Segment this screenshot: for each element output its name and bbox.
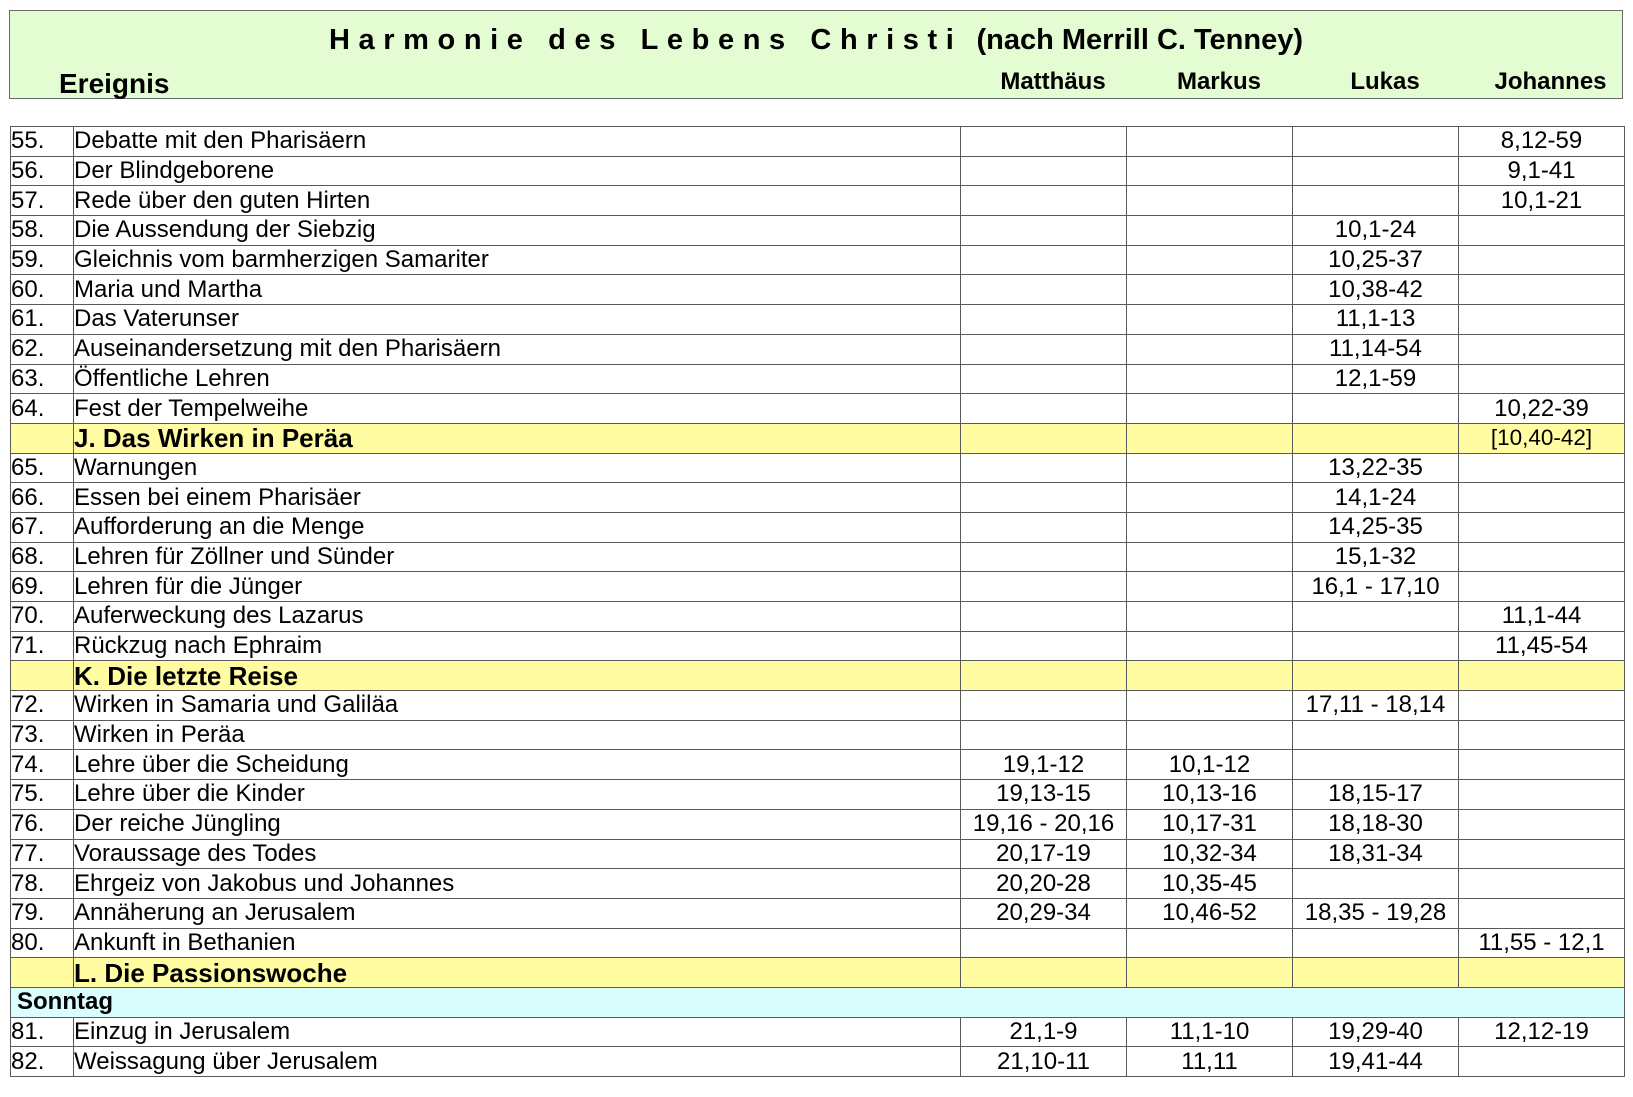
event-number: 69. [11, 572, 74, 602]
table-row [11, 512, 1625, 542]
event-name: Maria und Martha [74, 275, 961, 305]
section-title: K. Die letzte Reise [74, 661, 961, 691]
section-empty-cell [961, 661, 1127, 691]
section-spacer [11, 958, 74, 988]
johannes-ref: 11,45-54 [1459, 631, 1625, 661]
matthaeus-ref [961, 542, 1127, 572]
section-spacer [11, 661, 74, 691]
column-header-johannes: Johannes [1494, 68, 1607, 95]
section-title: L. Die Passionswoche [74, 958, 961, 988]
markus-ref [1127, 483, 1293, 513]
johannes-ref: 8,12-59 [1459, 127, 1625, 157]
table-row [11, 542, 1625, 572]
column-header-lukas: Lukas [1350, 68, 1420, 95]
johannes-ref [1459, 691, 1625, 721]
event-number: 56. [11, 156, 74, 186]
johannes-ref [1459, 305, 1625, 335]
lukas-ref: 11,1-13 [1293, 305, 1459, 335]
markus-ref [1127, 305, 1293, 335]
matthaeus-ref [961, 483, 1127, 513]
table-row [11, 839, 1625, 869]
markus-ref: 10,13-16 [1127, 780, 1293, 810]
lukas-ref: 18,31-34 [1293, 839, 1459, 869]
johannes-ref [1459, 869, 1625, 899]
event-number: 65. [11, 453, 74, 483]
event-number: 64. [11, 394, 74, 424]
lukas-ref: 19,29-40 [1293, 1017, 1459, 1047]
event-name: Voraussage des Todes [74, 839, 961, 869]
section-row [11, 958, 1625, 988]
markus-ref [1127, 928, 1293, 958]
matthaeus-ref: 19,1-12 [961, 750, 1127, 780]
johannes-ref [1459, 958, 1625, 988]
markus-ref: 10,46-52 [1127, 898, 1293, 928]
lukas-ref: 18,35 - 19,28 [1293, 898, 1459, 928]
title-main: Harmonie des Lebens Christi [328, 24, 963, 56]
matthaeus-ref [961, 156, 1127, 186]
matthaeus-ref [961, 631, 1127, 661]
lukas-ref [1293, 631, 1459, 661]
matthaeus-ref [961, 602, 1127, 632]
johannes-ref [1459, 483, 1625, 513]
section-empty-cell [1127, 958, 1293, 988]
markus-ref [1127, 186, 1293, 216]
event-name: Der Blindgeborene [74, 156, 961, 186]
event-name: Wirken in Samaria und Galiläa [74, 691, 961, 721]
section-empty-cell [1293, 958, 1459, 988]
table-row [11, 691, 1625, 721]
johannes-ref [1459, 720, 1625, 750]
lukas-ref: 16,1 - 17,10 [1293, 572, 1459, 602]
event-name: Aufforderung an die Menge [74, 512, 961, 542]
harmony-table [10, 126, 1625, 1077]
lukas-ref: 10,25-37 [1293, 245, 1459, 275]
event-number: 74. [11, 750, 74, 780]
event-name: Lehren für die Jünger [74, 572, 961, 602]
markus-ref [1127, 572, 1293, 602]
event-name: Essen bei einem Pharisäer [74, 483, 961, 513]
markus-ref [1127, 216, 1293, 246]
event-name: Auseinandersetzung mit den Pharisäern [74, 334, 961, 364]
title-subtitle: (nach Merrill C. Tenney) [976, 24, 1304, 56]
event-name: Wirken in Peräa [74, 720, 961, 750]
markus-ref [1127, 275, 1293, 305]
event-name: Ehrgeiz von Jakobus und Johannes [74, 869, 961, 899]
table-row [11, 720, 1625, 750]
table-header [9, 10, 1623, 99]
markus-ref [1127, 127, 1293, 157]
markus-ref [1127, 631, 1293, 661]
johannes-ref [1459, 542, 1625, 572]
lukas-ref [1293, 156, 1459, 186]
event-number: 79. [11, 898, 74, 928]
event-number: 77. [11, 839, 74, 869]
table-row [11, 928, 1625, 958]
event-name: Weissagung über Jerusalem [74, 1047, 961, 1077]
column-header-markus: Markus [1176, 68, 1262, 95]
event-name: Annäherung an Jerusalem [74, 898, 961, 928]
lukas-ref: 10,38-42 [1293, 275, 1459, 305]
section-empty-cell [1127, 423, 1293, 453]
johannes-ref [1459, 245, 1625, 275]
johannes-ref: 10,1-21 [1459, 186, 1625, 216]
markus-ref [1127, 156, 1293, 186]
table-row [11, 780, 1625, 810]
table-row [11, 364, 1625, 394]
matthaeus-ref [961, 305, 1127, 335]
event-number: 80. [11, 928, 74, 958]
event-name: Öffentliche Lehren [74, 364, 961, 394]
matthaeus-ref: 21,1-9 [961, 1017, 1127, 1047]
event-name: Lehren für Zöllner und Sünder [74, 542, 961, 572]
matthaeus-ref [961, 216, 1127, 246]
lukas-ref [1293, 186, 1459, 216]
event-number: 62. [11, 334, 74, 364]
johannes-ref [1459, 512, 1625, 542]
event-number: 72. [11, 691, 74, 721]
matthaeus-ref [961, 394, 1127, 424]
event-number: 78. [11, 869, 74, 899]
event-number: 66. [11, 483, 74, 513]
column-header-matthaeus: Matthäus [1000, 68, 1106, 95]
page-title [10, 24, 1622, 57]
lukas-ref: 14,1-24 [1293, 483, 1459, 513]
event-name: Lehre über die Scheidung [74, 750, 961, 780]
event-name: Rückzug nach Ephraim [74, 631, 961, 661]
matthaeus-ref: 20,20-28 [961, 869, 1127, 899]
lukas-ref [1293, 127, 1459, 157]
matthaeus-ref: 21,10-11 [961, 1047, 1127, 1077]
lukas-ref: 17,11 - 18,14 [1293, 691, 1459, 721]
matthaeus-ref [961, 127, 1127, 157]
matthaeus-ref [961, 364, 1127, 394]
markus-ref [1127, 364, 1293, 394]
matthaeus-ref [961, 334, 1127, 364]
section-row [11, 661, 1625, 691]
lukas-ref [1293, 720, 1459, 750]
lukas-ref [1293, 394, 1459, 424]
markus-ref [1127, 691, 1293, 721]
event-name: Fest der Tempelweihe [74, 394, 961, 424]
matthaeus-ref [961, 720, 1127, 750]
matthaeus-ref [961, 512, 1127, 542]
markus-ref: 10,32-34 [1127, 839, 1293, 869]
johannes-ref [1459, 453, 1625, 483]
lukas-ref: 13,22-35 [1293, 453, 1459, 483]
table-row [11, 1017, 1625, 1047]
johannes-ref: 11,55 - 12,1 [1459, 928, 1625, 958]
event-number: 59. [11, 245, 74, 275]
event-number: 71. [11, 631, 74, 661]
johannes-ref [1459, 839, 1625, 869]
johannes-ref: 9,1-41 [1459, 156, 1625, 186]
markus-ref [1127, 542, 1293, 572]
event-name: Rede über den guten Hirten [74, 186, 961, 216]
event-name: Der reiche Jüngling [74, 809, 961, 839]
matthaeus-ref [961, 928, 1127, 958]
johannes-ref [1459, 780, 1625, 810]
table-row [11, 216, 1625, 246]
table-row [11, 572, 1625, 602]
table-row [11, 156, 1625, 186]
matthaeus-ref: 19,16 - 20,16 [961, 809, 1127, 839]
table-row [11, 869, 1625, 899]
table-row [11, 453, 1625, 483]
table-row [11, 809, 1625, 839]
matthaeus-ref [961, 572, 1127, 602]
event-name: Das Vaterunser [74, 305, 961, 335]
lukas-ref: 14,25-35 [1293, 512, 1459, 542]
johannes-ref [1459, 275, 1625, 305]
markus-ref [1127, 512, 1293, 542]
markus-ref: 11,1-10 [1127, 1017, 1293, 1047]
johannes-ref [1459, 898, 1625, 928]
event-name: Ankunft in Bethanien [74, 928, 961, 958]
event-number: 81. [11, 1017, 74, 1047]
table-row [11, 394, 1625, 424]
markus-ref [1127, 602, 1293, 632]
markus-ref: 10,17-31 [1127, 809, 1293, 839]
table-row [11, 245, 1625, 275]
johannes-ref [1459, 572, 1625, 602]
markus-ref: 10,35-45 [1127, 869, 1293, 899]
matthaeus-ref [961, 245, 1127, 275]
event-number: 58. [11, 216, 74, 246]
lukas-ref: 15,1-32 [1293, 542, 1459, 572]
table-row [11, 898, 1625, 928]
johannes-ref [1459, 750, 1625, 780]
event-number: 67. [11, 512, 74, 542]
day-label: Sonntag [11, 987, 1625, 1017]
johannes-ref [1459, 1047, 1625, 1077]
lukas-ref: 11,14-54 [1293, 334, 1459, 364]
section-empty-cell [961, 423, 1127, 453]
event-number: 63. [11, 364, 74, 394]
table-row [11, 334, 1625, 364]
johannes-ref: 11,1-44 [1459, 602, 1625, 632]
markus-ref [1127, 453, 1293, 483]
matthaeus-ref [961, 453, 1127, 483]
event-number: 76. [11, 809, 74, 839]
johannes-ref: [10,40-42] [1459, 423, 1625, 453]
event-number: 60. [11, 275, 74, 305]
lukas-ref [1293, 750, 1459, 780]
event-name: Lehre über die Kinder [74, 780, 961, 810]
matthaeus-ref [961, 691, 1127, 721]
markus-ref: 11,11 [1127, 1047, 1293, 1077]
section-title: J. Das Wirken in Peräa [74, 423, 961, 453]
johannes-ref: 12,12-19 [1459, 1017, 1625, 1047]
section-row [11, 423, 1625, 453]
table-row [11, 186, 1625, 216]
lukas-ref [1293, 602, 1459, 632]
table-row [11, 750, 1625, 780]
event-number: 68. [11, 542, 74, 572]
matthaeus-ref [961, 186, 1127, 216]
lukas-ref: 18,18-30 [1293, 809, 1459, 839]
matthaeus-ref: 20,29-34 [961, 898, 1127, 928]
johannes-ref [1459, 364, 1625, 394]
markus-ref [1127, 245, 1293, 275]
event-number: 73. [11, 720, 74, 750]
event-number: 82. [11, 1047, 74, 1077]
event-number: 61. [11, 305, 74, 335]
section-empty-cell [1293, 423, 1459, 453]
day-row [11, 987, 1625, 1017]
table-row [11, 602, 1625, 632]
lukas-ref [1293, 928, 1459, 958]
table-row [11, 1047, 1625, 1077]
event-number: 57. [11, 186, 74, 216]
event-number: 75. [11, 780, 74, 810]
table-row [11, 483, 1625, 513]
section-empty-cell [1293, 661, 1459, 691]
event-name: Die Aussendung der Siebzig [74, 216, 961, 246]
matthaeus-ref [961, 275, 1127, 305]
markus-ref [1127, 394, 1293, 424]
lukas-ref: 18,15-17 [1293, 780, 1459, 810]
johannes-ref [1459, 216, 1625, 246]
event-name: Warnungen [74, 453, 961, 483]
table-row [11, 305, 1625, 335]
markus-ref [1127, 720, 1293, 750]
markus-ref [1127, 334, 1293, 364]
column-header-event: Ereignis [59, 68, 170, 99]
event-name: Gleichnis vom barmherzigen Samariter [74, 245, 961, 275]
table-row [11, 631, 1625, 661]
matthaeus-ref: 20,17-19 [961, 839, 1127, 869]
section-spacer [11, 423, 74, 453]
lukas-ref: 19,41-44 [1293, 1047, 1459, 1077]
lukas-ref [1293, 869, 1459, 899]
table-row [11, 127, 1625, 157]
event-number: 70. [11, 602, 74, 632]
markus-ref: 10,1-12 [1127, 750, 1293, 780]
johannes-ref [1459, 334, 1625, 364]
matthaeus-ref: 19,13-15 [961, 780, 1127, 810]
lukas-ref: 12,1-59 [1293, 364, 1459, 394]
event-name: Einzug in Jerusalem [74, 1017, 961, 1047]
section-empty-cell [1127, 661, 1293, 691]
event-name: Debatte mit den Pharisäern [74, 127, 961, 157]
johannes-ref [1459, 661, 1625, 691]
event-name: Auferweckung des Lazarus [74, 602, 961, 632]
table-row [11, 275, 1625, 305]
event-number: 55. [11, 127, 74, 157]
section-empty-cell [961, 958, 1127, 988]
johannes-ref: 10,22-39 [1459, 394, 1625, 424]
lukas-ref: 10,1-24 [1293, 216, 1459, 246]
johannes-ref [1459, 809, 1625, 839]
